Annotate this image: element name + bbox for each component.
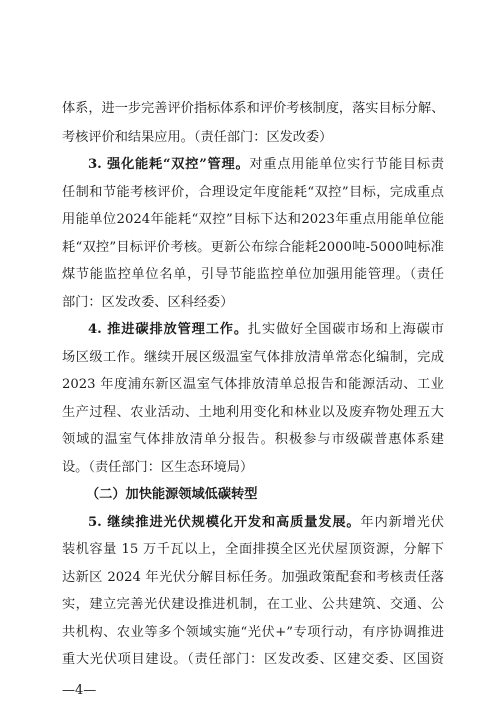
paragraph-line: 共机构、农业等多个领域实施“光伏+”专项行动，有序协调推进 [62, 625, 444, 640]
paragraph-line: 体系，进一步完善评价指标体系和评价考核制度，落实目标分解、 [62, 101, 444, 116]
paragraph-line: 任制和节能考核评价，合理设定年度能耗“双控”目标，完成重点 [62, 185, 444, 200]
paragraph-line: 领域的温室气体排放清单分报告。积极参与市级碳普惠体系建 [62, 432, 444, 447]
paragraph-line: 装机容量 15 万千瓦以上，全面排摸全区光伏屋顶资源，分解下 [62, 542, 444, 557]
paragraph-line: 场区级工作。继续开展区级温室气体排放清单常态化编制，完成 [62, 350, 444, 365]
paragraph-line: 用能单位2024年能耗“双控”目标下达和2023年重点用能单位能 [62, 212, 444, 227]
paragraph-line: 2023 年度浦东新区温室气体排放清单总报告和能源活动、工业 [62, 377, 444, 392]
paragraph-line: 重大光伏项目建设。（责任部门：区发改委、区建交委、区国资 [62, 652, 444, 667]
page-number: —4— [62, 683, 97, 698]
item-title: 5. 继续推进光伏规模化开发和高质量发展。 [88, 515, 361, 530]
paragraph-line: 考核评价和结果应用。（责任部门：区发改委） [62, 130, 333, 145]
section-heading: （二）加快能源领域低碳转型 [86, 487, 258, 502]
item-text: 对重点用能单位实行节能目标责 [249, 157, 444, 172]
paragraph-line: 生产过程、农业活动、土地利用变化和林业以及废弃物处理五大 [62, 405, 444, 420]
paragraph-line: 部门：区发改委、区科经委） [62, 295, 234, 310]
paragraph-first-line [88, 155, 444, 175]
paragraph-line: 达新区 2024 年光伏分解目标任务。加强政策配套和考核责任落 [62, 570, 444, 585]
paragraph-first-line [88, 513, 444, 533]
item-title: 4. 推进碳排放管理工作。 [88, 322, 248, 337]
paragraph-first-line [88, 320, 444, 340]
item-title: 3. 强化能耗“双控”管理。 [88, 157, 250, 172]
paragraph-line: 耗“双控”目标评价考核。更新公布综合能耗2000吨-5000吨标准 [62, 240, 444, 255]
paragraph-line: 煤节能监控单位名单，引导节能监控单位加强用能管理。（责任 [62, 267, 444, 282]
paragraph-line: 设。（责任部门：区生态环境局） [62, 460, 254, 475]
item-text: 扎实做好全国碳市场和上海碳市 [247, 322, 444, 337]
paragraph-line: 实，建立完善光伏建设推进机制，在工业、公共建筑、交通、公 [62, 597, 444, 612]
item-text: 年内新增光伏 [360, 515, 444, 530]
